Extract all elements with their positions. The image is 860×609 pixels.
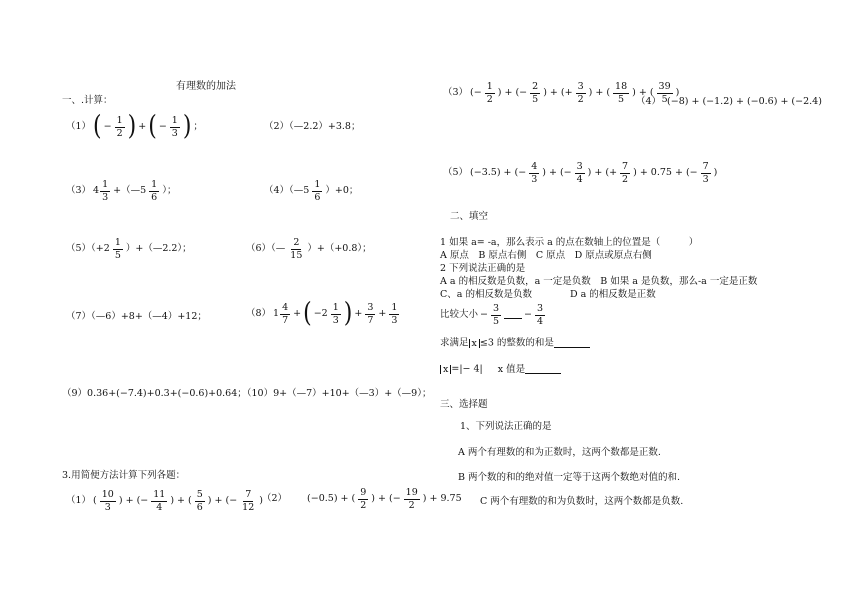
problem-1: （1） ( − $\frac{1}{2}$ ) + ( − $\frac{1}{3}$ ) ； (66, 110, 203, 142)
right-problem-3: （3） (− $\frac{1}{2}$ ) + (− $\frac{2}{5}$ ) + (+ $\frac{3}{2}$ ) + ( $\frac{18}{5}$ ) + ( $\frac{39}{5}$ ) (443, 81, 680, 105)
choice-option-a: A 两个有理数的和为正数时，这两个数都是正数. (458, 447, 661, 458)
problem-3: （3） 4 $\frac{1}{3}$ +（—5 $\frac{1}{6}$ ）； (66, 179, 177, 203)
choice-heading: 三、选择题 (440, 399, 488, 410)
fill-line-5: C、a 的相反数是负数 D a 的相反数是正数 (440, 289, 656, 300)
right-problem-5: （5） (−3.5) + (− $\frac{4}{3}$ ) + (− $\frac{3}{4}$ ) + (+ $\frac{7}{2}$ ) + 0.75 + (− $\frac{7}{3}$ ) (443, 161, 718, 185)
section-one-heading: 一、.计算： (62, 95, 113, 106)
fill-line-2: A 原点 B 原点右侧 C 原点 D 原点或原点右侧 (440, 250, 652, 261)
integer-sum-question: 求满足 x ≤3 的整数的和是 (440, 338, 590, 348)
section-three-heading: 3.用简便方法计算下列各题： (62, 470, 186, 481)
simplify-problem-1: （1） ( $\frac{10}{3}$ ) + (− $\frac{11}{4}$ ) + ( $\frac{5}{6}$ ) + (− $\frac{7}{12}$ ) (66, 489, 263, 513)
compare-size: 比较大小 − $\frac{3}{5}$ − $\frac{3}{4}$ (440, 303, 544, 327)
fill-line-1: 1 如果 a= -a，那么表示 a 的点在数轴上的位置是（ ） (440, 237, 699, 248)
problem-8: （8） 1 $\frac{4}{7}$ + ( −2 $\frac{1}{3}$ ) + $\frac{3}{7}$ + $\frac{1}{3}$ (246, 297, 398, 329)
fill-line-3: 2 下列说法正确的是 (440, 263, 526, 274)
choice-question: 1、下列说法正确的是 (460, 421, 552, 432)
page-title: 有理数的加法 (176, 81, 236, 92)
abs-value-question: x =|− 4| x 值是 (440, 364, 561, 374)
problem-2: （2）（—2.2）+3.8； (264, 121, 361, 132)
problem-7: （7）（—6）+8+（—4）+12； (66, 311, 207, 322)
problem-5: （5）（+2 $\frac{1}{5}$ ）+（—2.2）； (66, 237, 192, 261)
fill-heading: 二、填空 (450, 211, 489, 222)
fill-line-4: A a 的相反数是负数，a 一定是负数 B 如果 a 是负数，那么-a 一定是正数 (440, 276, 758, 287)
problem-6: （6）（— $\frac{2}{15}$ ）+（+0.8）； (246, 237, 372, 261)
problem-4: （4）（—5 $\frac{1}{6}$ ）+0； (264, 179, 359, 203)
simplify-problem-2: （2） (−0.5) + ( $\frac{9}{2}$ ) + (− $\frac{19}{2}$ ) + 9.75 (262, 487, 462, 511)
choice-option-c: C 两个有理数的和为负数时，这两个数都是负数. (480, 496, 684, 507)
choice-option-b: B 两个数的和的绝对值一定等于这两个数绝对值的和. (458, 472, 681, 483)
right-problem-4: （4） (−8) + (−1.2) + (−0.6) + (−2.4) (636, 96, 822, 107)
problem-9-10: （9）0.36+(−7.4)+0.3+(−0.6)+0.64；（10）9+（—7）+10+（—3）+（—9）； (62, 388, 432, 399)
